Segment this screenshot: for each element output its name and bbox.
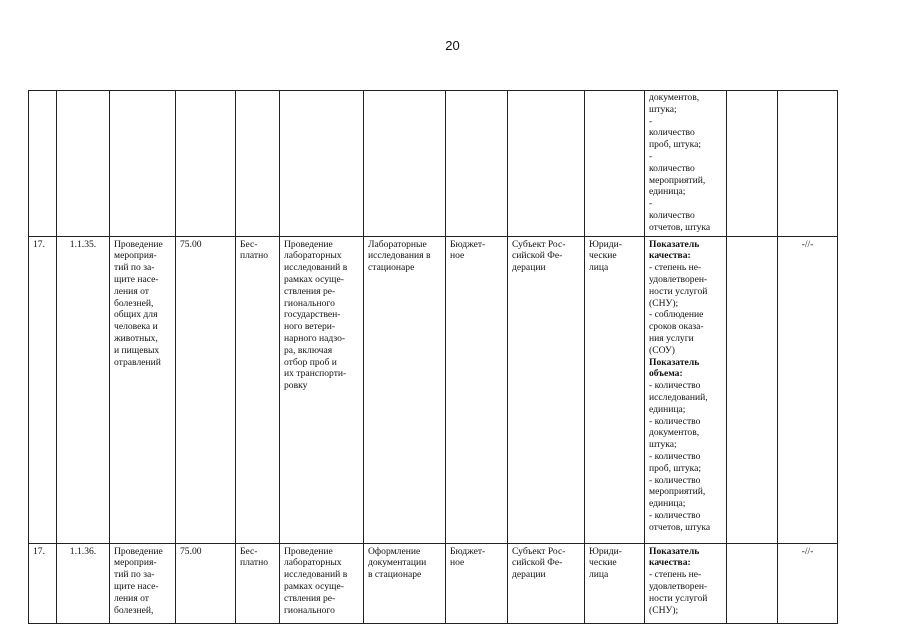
services-table <box>28 90 838 624</box>
cell-text-line: - соблюдение <box>649 309 704 321</box>
cell-text-line: Показатель <box>649 356 700 368</box>
cell-text-line: Проведение <box>114 238 163 250</box>
cell-text-line: исследований, <box>649 391 708 403</box>
cell-consumers <box>585 236 645 543</box>
cell-text-line: количество <box>649 127 695 139</box>
cell-text-line: лабораторных <box>284 250 342 262</box>
cell-text-line: 17. <box>33 545 45 557</box>
cell-text-line: государствен- <box>284 309 341 321</box>
cell-text-line: исследований в <box>284 569 348 581</box>
cell-text-line: - <box>649 198 653 210</box>
cell-text-line: Юриди- <box>589 238 623 250</box>
cell-text-line: ления от <box>114 592 149 604</box>
cell-text-line: тий по за- <box>114 262 155 274</box>
cell-text-line: - степень не- <box>649 262 702 274</box>
cell-text-line: нарного надзо- <box>284 332 346 344</box>
cell-text-line: ности услугой <box>649 592 708 604</box>
cell-text-line: Проведение <box>284 238 333 250</box>
cell-text-line: удовлетворен- <box>649 580 708 592</box>
cell-text-line: отбор проб и <box>284 356 337 368</box>
cell-text-line: исследований в <box>284 262 348 274</box>
cell-num <box>29 543 57 623</box>
cell-text-line: Субъект Рос- <box>512 545 566 557</box>
cell-text-line: ное <box>450 250 465 262</box>
cell-price <box>176 543 236 623</box>
cell-text-line: 1.1.35. <box>69 238 97 250</box>
cell-text-line: ности услугой <box>649 285 708 297</box>
cell-text-line: 17. <box>33 238 45 250</box>
cell-payment <box>236 91 280 237</box>
cell-text-line: документов, <box>649 427 700 439</box>
cell-finance <box>446 543 508 623</box>
cell-text-line: дерации <box>512 569 546 581</box>
cell-price <box>176 236 236 543</box>
cell-text-line: человека и <box>114 321 158 333</box>
cell-text-line: единица; <box>649 403 686 415</box>
cell-text-line: штука; <box>649 439 677 451</box>
cell-text-line: дерации <box>512 262 546 274</box>
cell-text-line: Проведение <box>284 545 333 557</box>
cell-text-line: (СНУ); <box>649 604 679 616</box>
cell-text-line: Проведение <box>114 545 163 557</box>
cell-text-line: ния услуги <box>649 332 694 344</box>
cell-text-line: (СНУ); <box>649 297 679 309</box>
page-number: 20 <box>445 38 460 53</box>
cell-conditions <box>364 91 446 237</box>
cell-text-line: 75.00 <box>180 238 202 250</box>
cell-name <box>110 543 176 623</box>
cell-text-line: количество <box>649 162 695 174</box>
cell-text-line: ного ветери- <box>284 321 336 333</box>
cell-text-line: болезней, <box>114 604 154 616</box>
cell-text-line: мероприя- <box>114 557 157 569</box>
cell-finance <box>446 91 508 237</box>
cell-code <box>57 543 110 623</box>
cell-text-line: Бюджет- <box>450 238 486 250</box>
cell-text-line: удовлетворен- <box>649 273 708 285</box>
cell-text-line: ра, включая <box>284 344 333 356</box>
cell-indicators <box>645 543 727 623</box>
cell-conditions <box>364 543 446 623</box>
cell-text-line: ческие <box>589 557 617 569</box>
cell-text-line: мероприя- <box>114 250 157 262</box>
cell-text-line: (СОУ) <box>649 344 675 356</box>
cell-text-line: лабораторных <box>284 557 342 569</box>
cell-text-line: -//- <box>801 545 814 557</box>
cell-text-line: платно <box>240 557 269 569</box>
cell-text-line: Показатель <box>649 238 700 250</box>
cell-text-line: Субъект Рос- <box>512 238 566 250</box>
cell-text-line: мероприятий, <box>649 486 706 498</box>
cell-text-line: качества: <box>649 250 691 262</box>
cell-indicators <box>645 91 727 237</box>
cell-ditto <box>778 236 838 543</box>
cell-text-line: Бес- <box>240 545 258 557</box>
cell-text-line: щите насе- <box>114 580 159 592</box>
cell-price <box>176 91 236 237</box>
cell-text-line: Показатель <box>649 545 700 557</box>
cell-provider <box>508 236 585 543</box>
cell-text-line: отчетов, штука <box>649 521 711 533</box>
cell-code <box>57 236 110 543</box>
cell-blank <box>727 236 778 543</box>
cell-text-line: ления от <box>114 285 149 297</box>
cell-text-line: документов, <box>649 92 700 103</box>
cell-text-line: отравлений <box>114 356 161 368</box>
cell-text-line: ствления ре- <box>284 592 336 604</box>
cell-provider <box>508 543 585 623</box>
cell-text-line: - количество <box>649 380 701 392</box>
cell-text-line: документации <box>368 557 427 569</box>
cell-text-line: единица; <box>649 498 686 510</box>
cell-text-line: лица <box>589 569 609 581</box>
cell-text-line: стационаре <box>368 262 415 274</box>
cell-payment <box>236 543 280 623</box>
cell-text-line: сроков оказа- <box>649 321 704 333</box>
cell-text-line: ствления ре- <box>284 285 336 297</box>
cell-text-line: количество <box>649 209 695 221</box>
cell-blank <box>727 543 778 623</box>
cell-text-line: в стационаре <box>368 569 422 581</box>
cell-text-line: гионального <box>284 297 335 309</box>
cell-text-line: отчетов, штука <box>649 221 711 233</box>
cell-text-line: - количество <box>649 474 701 486</box>
cell-text-line: ческие <box>589 250 617 262</box>
cell-text-line: 1.1.36. <box>69 545 97 557</box>
cell-text-line: рамках осуще- <box>284 273 344 285</box>
cell-text-line: Лабораторные <box>368 238 427 250</box>
cell-provider <box>508 91 585 237</box>
cell-text-line: сийской Фе- <box>512 557 563 569</box>
cell-num <box>29 91 57 237</box>
cell-blank <box>727 91 778 237</box>
cell-text-line: -//- <box>801 238 814 250</box>
cell-text-line: качества: <box>649 557 691 569</box>
cell-conditions <box>364 236 446 543</box>
cell-text-line: Оформление <box>368 545 421 557</box>
cell-text-line: единица; <box>649 186 686 198</box>
cell-text-line: - <box>649 150 653 162</box>
cell-text-line: Юриди- <box>589 545 623 557</box>
cell-text-line: - степень не- <box>649 569 702 581</box>
cell-text-line: животных, <box>114 332 158 344</box>
cell-text-line: щите насе- <box>114 273 159 285</box>
cell-indicators <box>645 236 727 543</box>
cell-text-line: общих для <box>114 309 158 321</box>
cell-text-line: - количество <box>649 450 701 462</box>
cell-text-line: объема: <box>649 368 683 380</box>
cell-text-line: рамках осуще- <box>284 580 344 592</box>
cell-content <box>280 236 364 543</box>
cell-ditto <box>778 91 838 237</box>
cell-name <box>110 236 176 543</box>
cell-text-line: - количество <box>649 509 701 521</box>
cell-finance <box>446 236 508 543</box>
cell-text-line: платно <box>240 250 269 262</box>
cell-consumers <box>585 543 645 623</box>
cell-text-line: тий по за- <box>114 569 155 581</box>
cell-text-line: гионального <box>284 604 335 616</box>
cell-text-line: штука; <box>649 103 677 115</box>
cell-text-line: проб, штука; <box>649 462 702 474</box>
cell-consumers <box>585 91 645 237</box>
cell-text-line: исследования в <box>368 250 431 262</box>
cell-content <box>280 91 364 237</box>
cell-text-line: проб, штука; <box>649 139 702 151</box>
cell-text-line: сийской Фе- <box>512 250 563 262</box>
cell-text-line: Бес- <box>240 238 258 250</box>
cell-text-line: - <box>649 115 653 127</box>
cell-text-line: ное <box>450 557 465 569</box>
cell-text-line: - количество <box>649 415 701 427</box>
cell-text-line: ровку <box>284 380 308 392</box>
cell-text-line: 75.00 <box>180 545 202 557</box>
table-row <box>29 543 838 623</box>
cell-ditto <box>778 543 838 623</box>
cell-text-line: Бюджет- <box>450 545 486 557</box>
cell-content <box>280 543 364 623</box>
table-row-continued <box>29 91 838 237</box>
cell-payment <box>236 236 280 543</box>
cell-num <box>29 236 57 543</box>
cell-text-line: лица <box>589 262 609 274</box>
cell-code <box>57 91 110 237</box>
cell-text-line: мероприятий, <box>649 174 706 186</box>
cell-text-line: и пищевых <box>114 344 160 356</box>
table-row <box>29 236 838 543</box>
cell-text-line: болезней, <box>114 297 154 309</box>
cell-name <box>110 91 176 237</box>
cell-text-line: их транспорти- <box>284 368 347 380</box>
